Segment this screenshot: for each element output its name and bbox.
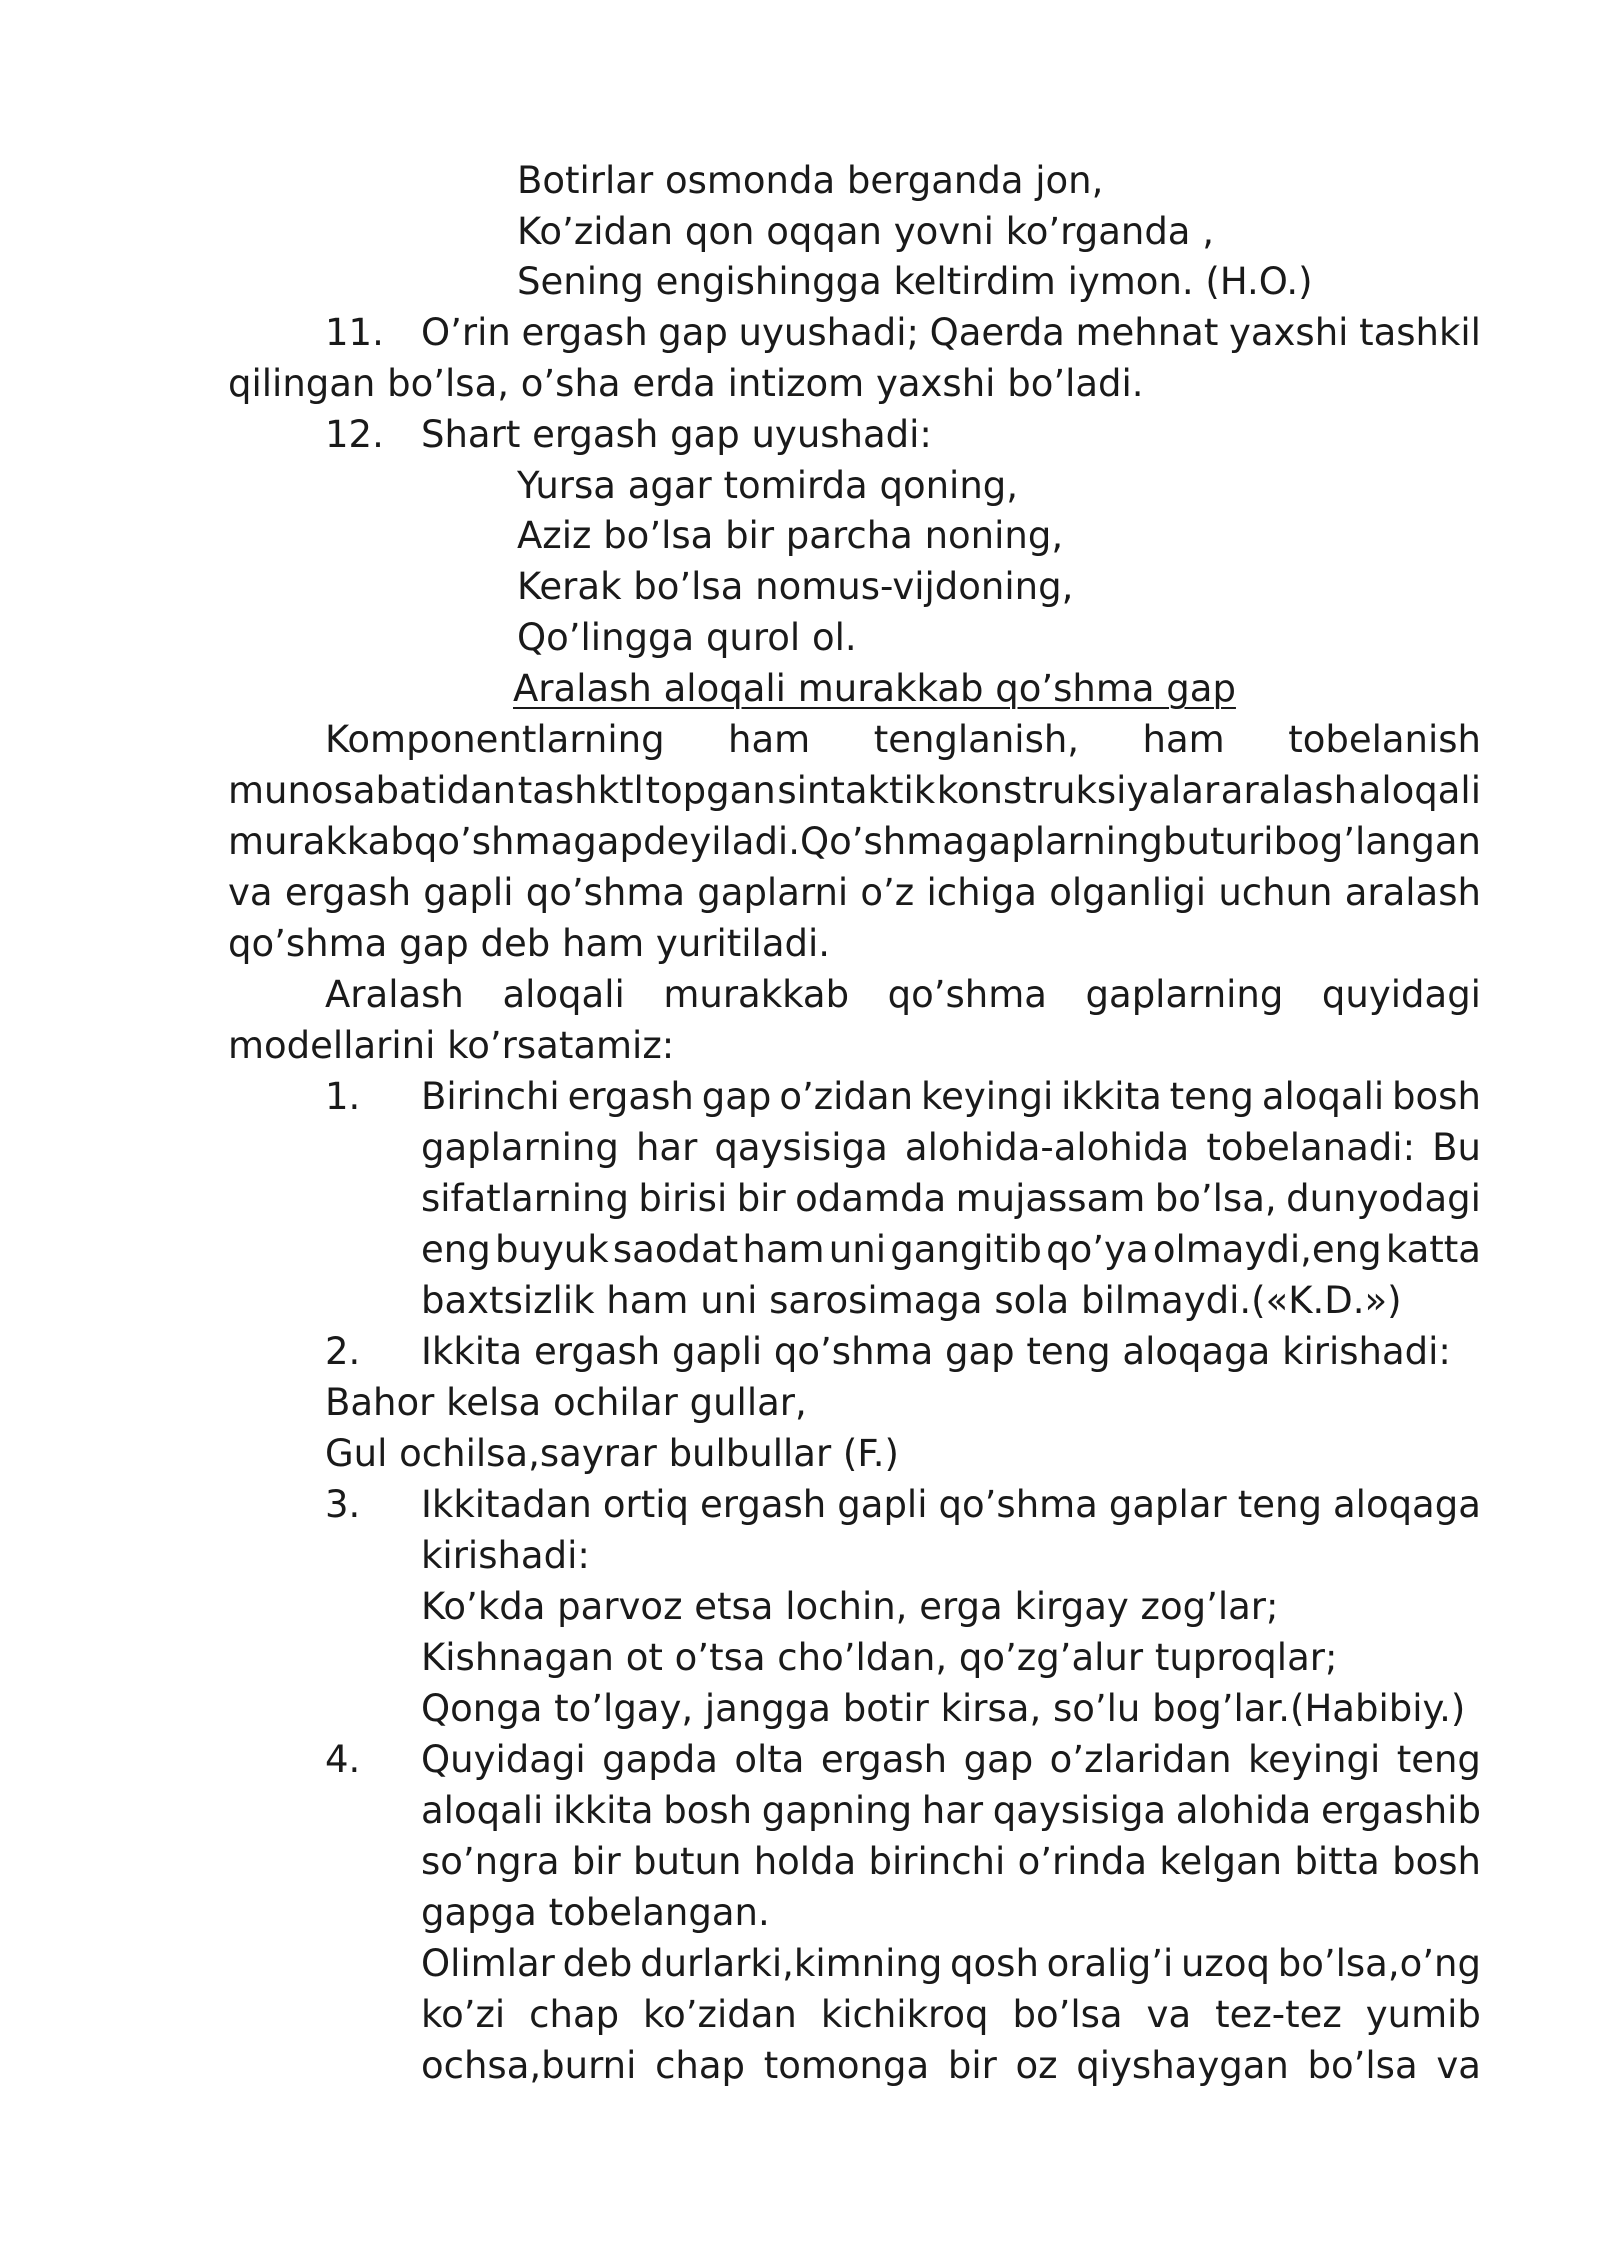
- word: birisi: [638, 1177, 728, 1220]
- word: keyingi: [920, 1075, 1054, 1118]
- poem-line: Qonga to’lgay, jangga botir kirsa, so’lu bog’lar.(Habibiy.): [421, 1687, 1466, 1730]
- justified-line: [325, 969, 1481, 1020]
- word: bosh: [663, 1789, 753, 1832]
- word: aloqali: [421, 1789, 544, 1832]
- word: har: [921, 1789, 984, 1832]
- word: aloqali: [1261, 1075, 1385, 1118]
- word: gap: [658, 311, 728, 354]
- word: butun: [633, 1840, 742, 1883]
- word: ham: [742, 1228, 825, 1271]
- word: deyiladi.Qo’shma: [643, 820, 965, 863]
- word: mehnat: [1075, 311, 1219, 354]
- word: tashktl: [517, 769, 644, 812]
- word: gaplarning: [1085, 973, 1284, 1016]
- word: yaxshi: [1228, 311, 1349, 354]
- word: tenglanish,: [873, 718, 1080, 761]
- word: tashkil: [1359, 311, 1481, 354]
- word: bu: [1162, 820, 1210, 863]
- word: buyuk: [494, 1228, 609, 1271]
- word: Komponentlarning: [325, 718, 665, 761]
- poem-line: Botirlar osmonda berganda jon,: [517, 159, 1104, 202]
- word: ikkita: [552, 1789, 654, 1832]
- word: gap: [963, 1738, 1034, 1781]
- word: ergash: [521, 311, 648, 354]
- justified-line: [421, 1836, 1481, 1887]
- word: ham: [1142, 718, 1225, 761]
- word: Aralash: [325, 973, 464, 1016]
- word: o’rinda: [1017, 1840, 1148, 1883]
- word: bo’lsa,: [1154, 1177, 1277, 1220]
- word: o’zlaridan: [1049, 1738, 1232, 1781]
- justified-line: [421, 1173, 1481, 1224]
- word: odamda: [795, 1177, 947, 1220]
- poem-line: Ko’kda parvoz etsa lochin, erga kirgay zog’lar;: [421, 1585, 1279, 1628]
- word: ergash: [820, 1738, 948, 1781]
- word: har: [635, 1126, 698, 1169]
- list-number: 12.: [325, 413, 384, 456]
- justified-line: [421, 1938, 1481, 1989]
- word: turi: [1210, 820, 1274, 863]
- text-line: baxtsizlik ham uni sarosimaga sola bilmaydi.(«K.D.»): [421, 1279, 1402, 1322]
- word: sintaktik: [777, 769, 936, 812]
- word: gaplarni: [697, 871, 849, 914]
- list-number: 4.: [325, 1738, 361, 1781]
- justified-line: [421, 1122, 1481, 1173]
- word: bo’lsa,o’ng: [1277, 1942, 1481, 1985]
- word: chap: [655, 2044, 746, 2087]
- word: chap: [529, 1993, 620, 2036]
- word: gapning: [761, 1789, 913, 1832]
- word: ergash: [700, 1483, 827, 1526]
- word: ergashib: [1320, 1789, 1481, 1832]
- word: gap: [573, 820, 643, 863]
- word: oz: [1015, 2044, 1058, 2087]
- word: o’zidan: [779, 1075, 914, 1118]
- word: bosh: [1392, 1840, 1481, 1883]
- word: alohida-alohida: [904, 1126, 1190, 1169]
- word: tobelanish: [1288, 718, 1481, 761]
- word: qo’shma: [413, 820, 574, 863]
- word: aloqali: [502, 973, 625, 1016]
- word: va: [1436, 2044, 1481, 2087]
- word: bir: [736, 1177, 786, 1220]
- justified-line: [421, 1071, 1481, 1122]
- word: saodat: [612, 1228, 739, 1271]
- word: keyingi: [1247, 1738, 1381, 1781]
- word: Birinchi: [421, 1075, 560, 1118]
- word: oralig’i: [1046, 1942, 1174, 1985]
- poem-line: Yursa agar tomirda qoning,: [517, 464, 1019, 507]
- word: gapda: [602, 1738, 718, 1781]
- word: aloqali: [1358, 769, 1481, 812]
- word: bir: [571, 1840, 621, 1883]
- word: teng: [1169, 1075, 1254, 1118]
- word: ko’zi: [421, 1993, 506, 2036]
- justified-line: [421, 307, 1481, 358]
- poem-line: Aziz bo’lsa bir parcha noning,: [517, 514, 1064, 557]
- word: bosh: [1392, 1075, 1481, 1118]
- word: aralash: [1344, 871, 1481, 914]
- word: kelgan: [1159, 1840, 1283, 1883]
- justified-line: [228, 816, 1481, 867]
- word: bo’lsa: [1307, 2044, 1418, 2087]
- word: teng: [1237, 1483, 1322, 1526]
- text-line: Ikkita ergash gapli qo’shma gap teng aloqaga kirishadi:: [421, 1330, 1451, 1373]
- justified-line: [421, 1224, 1481, 1275]
- word: ochsa,burni: [421, 2044, 637, 2087]
- word: gaplarning: [965, 820, 1163, 863]
- justified-line: [228, 765, 1481, 816]
- justified-line: [421, 1479, 1481, 1530]
- word: O’rin: [421, 311, 511, 354]
- word: eng: [421, 1228, 491, 1271]
- text-line: Shart ergash gap uyushadi:: [421, 413, 932, 456]
- word: murakkab: [663, 973, 850, 1016]
- word: olganligi: [1049, 871, 1207, 914]
- word: ergash: [284, 871, 412, 914]
- word: gaplarning: [421, 1126, 619, 1169]
- word: qo’shma: [938, 1483, 1098, 1526]
- word: murakkab: [228, 820, 414, 863]
- word: topgan: [645, 769, 776, 812]
- word: birinchi: [868, 1840, 1006, 1883]
- word: uzoq: [1180, 1942, 1270, 1985]
- word: ham: [728, 718, 811, 761]
- word: va: [1146, 1993, 1192, 2036]
- justified-line: [228, 867, 1481, 918]
- justified-line: [421, 1785, 1481, 1836]
- word: munosabatidan: [228, 769, 517, 812]
- word: Quyidagi: [421, 1738, 586, 1781]
- poem-line: Gul ochilsa,sayrar bulbullar (F.): [325, 1432, 899, 1475]
- poem-line: Ko’zidan qon oqqan yovni ko’rganda ,: [517, 210, 1215, 253]
- word: teng: [1396, 1738, 1481, 1781]
- word: alohida: [1175, 1789, 1312, 1832]
- word: ikkita: [1061, 1075, 1162, 1118]
- list-number: 3.: [325, 1483, 361, 1526]
- justified-line: [325, 714, 1481, 765]
- word: gaplar: [1108, 1483, 1227, 1526]
- word: qo’ya: [1046, 1228, 1149, 1271]
- text-line: qilingan bo’lsa, o’sha erda intizom yaxshi bo’ladi.: [228, 362, 1144, 405]
- poem-line: Kishnagan ot o’tsa cho’ldan, qo’zg’alur tuproqlar;: [421, 1636, 1338, 1679]
- word: o’z: [860, 871, 915, 914]
- word: gapli: [423, 871, 514, 914]
- list-number: 11.: [325, 311, 384, 354]
- word: gap: [701, 1075, 772, 1118]
- word: qaysisiga: [714, 1126, 888, 1169]
- poem-line: Kerak bo’lsa nomus-vijdoning,: [517, 565, 1074, 608]
- word: deb: [562, 1942, 633, 1985]
- word: Bu: [1432, 1126, 1481, 1169]
- word: va: [228, 871, 273, 914]
- word: aralash: [1220, 769, 1358, 812]
- word: ergash: [567, 1075, 694, 1118]
- section-title: Aralash aloqali murakkab qo’shma gap: [513, 667, 1236, 710]
- word: tomonga: [763, 2044, 930, 2087]
- word: ko’zidan: [643, 1993, 797, 2036]
- word: so’ngra: [421, 1840, 560, 1883]
- word: gangitib: [890, 1228, 1042, 1271]
- word: quyidagi: [1321, 973, 1481, 1016]
- word: yumib: [1365, 1993, 1481, 2036]
- poem-line: Sening engishingga keltirdim iymon. (H.O.): [517, 260, 1313, 303]
- word: Olimlar: [421, 1942, 555, 1985]
- word: katta: [1385, 1228, 1481, 1271]
- word: qo’shma: [525, 871, 686, 914]
- word: bitta: [1294, 1840, 1380, 1883]
- word: qaysisiga: [992, 1789, 1167, 1832]
- word: olmaydi,eng: [1152, 1228, 1382, 1271]
- word: bir: [947, 2044, 997, 2087]
- word: qiyshaygan: [1076, 2044, 1289, 2087]
- word: dunyodagi: [1286, 1177, 1481, 1220]
- word: mujassam: [955, 1177, 1146, 1220]
- word: bog’langan: [1273, 820, 1481, 863]
- word: uyushadi;: [738, 311, 919, 354]
- word: ortiq: [602, 1483, 689, 1526]
- word: ichiga: [926, 871, 1037, 914]
- list-number: 2.: [325, 1330, 361, 1373]
- word: durlarki,kimning: [640, 1942, 943, 1985]
- justified-line: [421, 1989, 1481, 2040]
- word: olta: [734, 1738, 805, 1781]
- justified-line: [421, 1734, 1481, 1785]
- text-line: qo’shma gap deb ham yuritiladi.: [228, 922, 831, 965]
- word: Qaerda: [929, 311, 1065, 354]
- word: holda: [753, 1840, 857, 1883]
- text-line: kirishadi:: [421, 1534, 590, 1577]
- word: tobelanadi:: [1206, 1126, 1416, 1169]
- word: qo’shma: [887, 973, 1047, 1016]
- text-line: modellarini ko’rsatamiz:: [228, 1024, 675, 1067]
- word: sifatlarning: [421, 1177, 629, 1220]
- list-number: 1.: [325, 1075, 361, 1118]
- word: Ikkitadan: [421, 1483, 592, 1526]
- word: uchun: [1218, 871, 1333, 914]
- word: uni: [828, 1228, 886, 1271]
- text-line: gapga tobelangan.: [421, 1891, 770, 1934]
- word: tez-tez: [1215, 1993, 1342, 2036]
- word: konstruksiyalar: [936, 769, 1220, 812]
- justified-line: [421, 2040, 1481, 2091]
- word: bo’lsa: [1012, 1993, 1123, 2036]
- poem-line: Bahor kelsa ochilar gullar,: [325, 1381, 807, 1424]
- word: qosh: [950, 1942, 1039, 1985]
- word: aloqaga: [1332, 1483, 1481, 1526]
- word: kichikroq: [820, 1993, 989, 2036]
- word: gapli: [837, 1483, 928, 1526]
- poem-line: Qo’lingga qurol ol.: [517, 616, 857, 659]
